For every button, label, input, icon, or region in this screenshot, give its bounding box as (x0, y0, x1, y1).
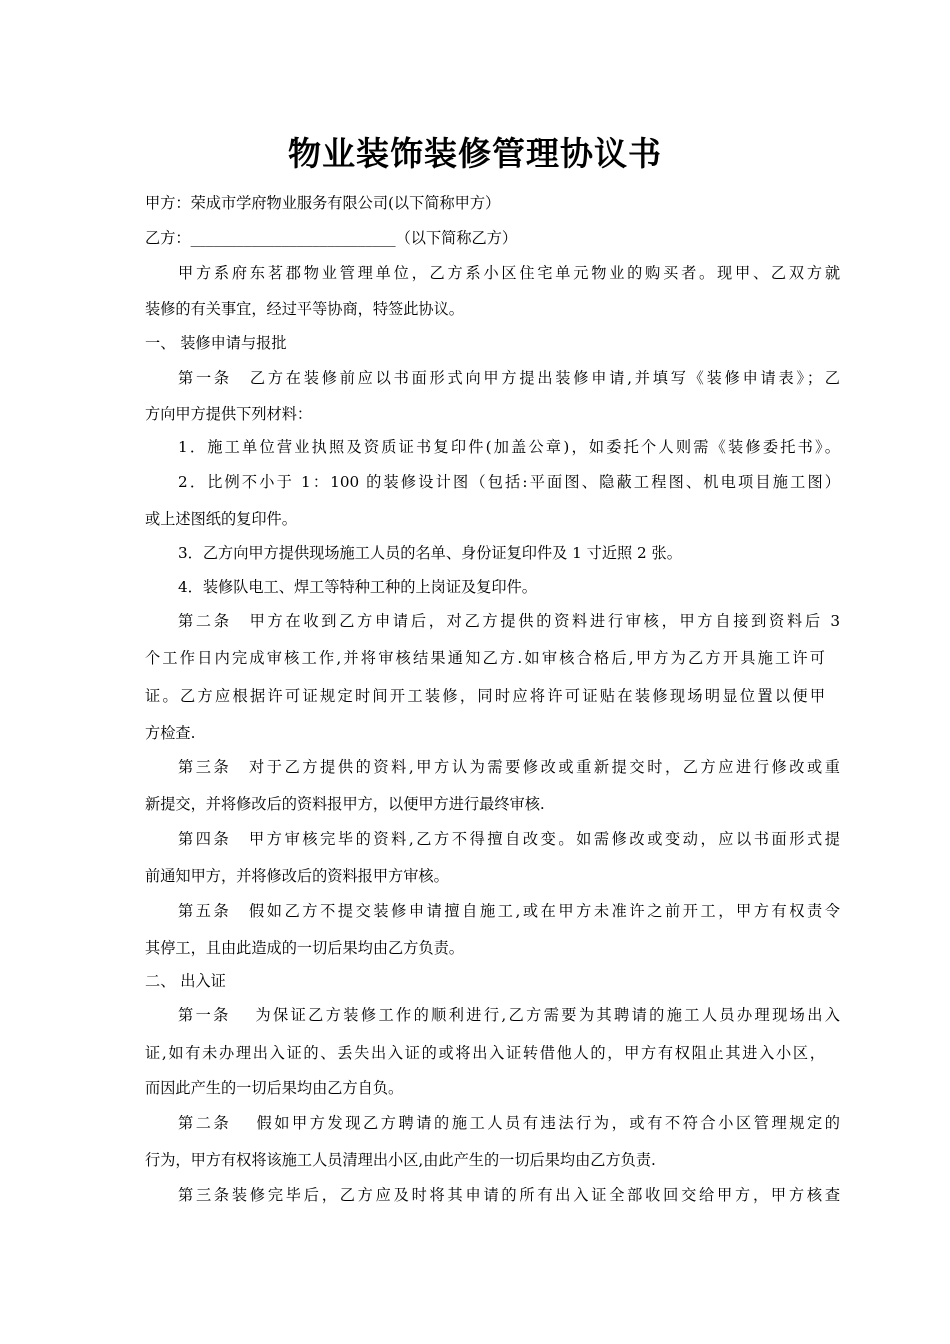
list-item: 1．施工单位营业执照及资质证书复印件(加盖公章)，如委托个人则需《装修委托书》。 (178, 438, 840, 456)
paragraph-line: 行为，甲方有权将该施工人员清理出小区,由此产生的一切后果均由乙方负责. (145, 1151, 656, 1169)
paragraph-line: 其停工，且由此造成的一切后果均由乙方负责。 (145, 939, 464, 957)
paragraph-line: 第五条 假如乙方不提交装修申请擅自施工,或在甲方未准许之前开工，甲方有权责令 (178, 902, 840, 920)
party-a-line: 甲方：荣成市学府物业服务有限公司(以下简称甲方） (145, 194, 501, 212)
paragraph-line: 甲方系府东茗郡物业管理单位，乙方系小区住宅单元物业的购买者。现甲、乙双方就 (178, 264, 840, 282)
paragraph-line: 个工作日内完成审核工作,并将审核结果通知乙方.如审核合格后,甲方为乙方开具施工许可 (145, 649, 825, 667)
list-item: 4．装修队电工、焊工等特种工种的上岗证及复印件。 (178, 578, 537, 596)
list-item: 3．乙方向甲方提供现场施工人员的名单、身份证复印件及 1 寸近照 2 张。 (178, 544, 682, 562)
paragraph-line: 第四条 甲方审核完毕的资料,乙方不得擅自改变。如需修改或变动，应以书面形式提 (178, 830, 840, 848)
paragraph-line: 方检查. (145, 724, 196, 742)
paragraph-line: 装修的有关事宜，经过平等协商，特签此协议。 (145, 300, 464, 318)
paragraph-line: 前通知甲方，并将修改后的资料报甲方审核。 (145, 867, 449, 885)
paragraph-line: 第一条 为保证乙方装修工作的顺利进行,乙方需要为其聘请的施工人员办理现场出入 (178, 1006, 840, 1024)
paragraph-line: 证。乙方应根据许可证规定时间开工装修，同时应将许可证贴在装修现场明显位置以便甲 (145, 687, 825, 705)
paragraph-line: 第一条 乙方在装修前应以书面形式向甲方提出装修申请,并填写《装修申请表》；乙 (178, 369, 840, 387)
paragraph-line: 第三条 对于乙方提供的资料,甲方认为需要修改或重新提交时，乙方应进行修改或重 (178, 758, 840, 776)
paragraph-line: 或上述图纸的复印件。 (145, 510, 297, 528)
paragraph-line: 新提交，并将修改后的资料报甲方，以便甲方进行最终审核. (145, 795, 545, 813)
paragraph-line: 证,如有未办理出入证的、丢失出入证的或将出入证转借他人的，甲方有权阻止其进入小区， (145, 1044, 825, 1062)
paragraph-line: 第二条 假如甲方发现乙方聘请的施工人员有违法行为，或有不符合小区管理规定的 (178, 1114, 840, 1132)
paragraph-line: 第二条 甲方在收到乙方申请后，对乙方提供的资料进行审核，甲方自接到资料后 3 (178, 612, 840, 630)
party-b-line: 乙方：___________________________（以下简称乙方） (145, 229, 518, 247)
section-heading: 二、 出入证 (145, 972, 226, 990)
paragraph-line: 第三条装修完毕后，乙方应及时将其申请的所有出入证全部收回交给甲方，甲方核查 (178, 1186, 840, 1204)
paragraph-line: 而因此产生的一切后果均由乙方自负。 (145, 1079, 404, 1097)
document-title: 物业装饰装修管理协议书 (288, 134, 662, 173)
section-heading: 一、 装修申请与报批 (145, 334, 287, 352)
list-item: 2．比例不小于 1：100 的装修设计图（包括:平面图、隐蔽工程图、机电项目施工图） (178, 473, 840, 491)
paragraph-line: 方向甲方提供下列材料： (145, 405, 313, 423)
